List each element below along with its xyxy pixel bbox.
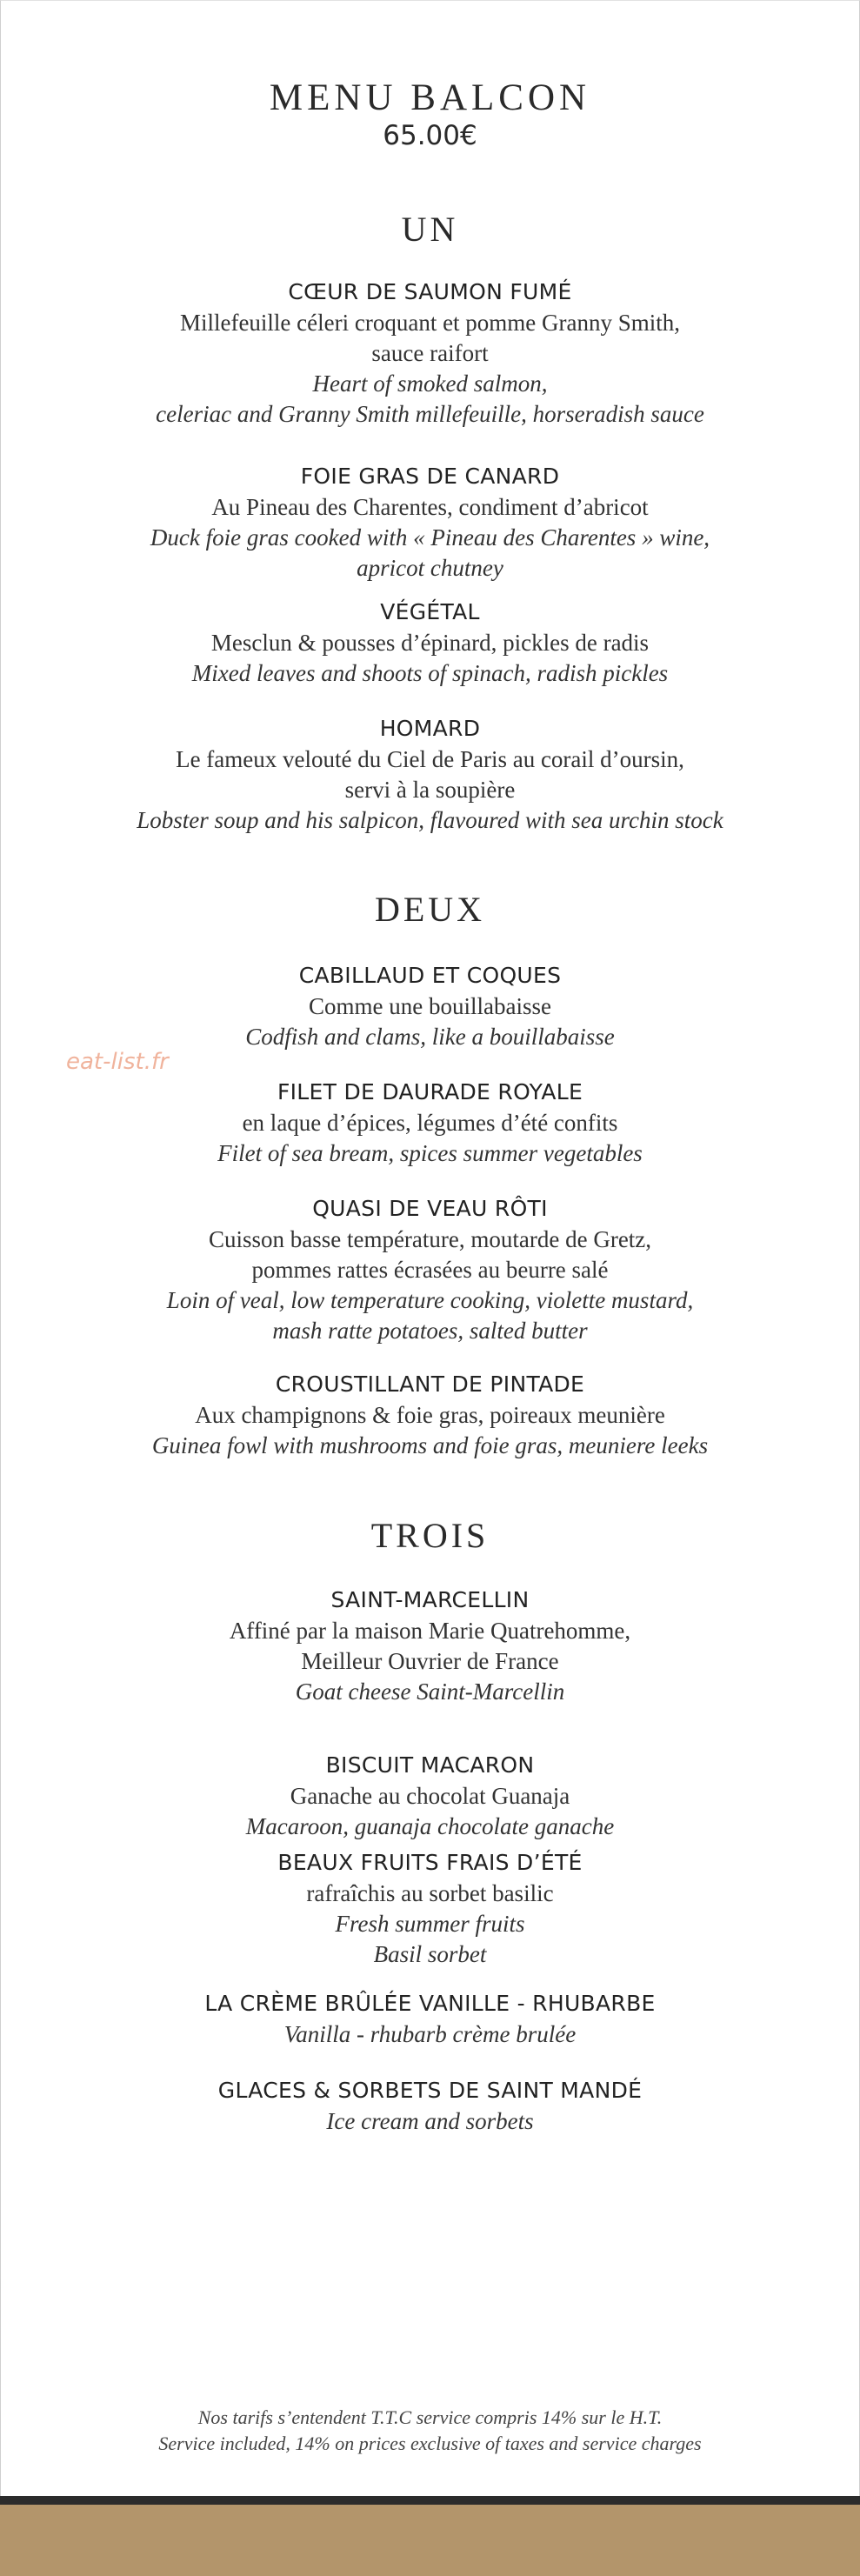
- footer-bar-gold: [0, 2505, 860, 2576]
- dish-description-fr: Le fameux velouté du Ciel de Paris au corail d’oursin,: [176, 746, 684, 772]
- footer-note: [0, 2405, 860, 2457]
- course-title: TROIS: [370, 1516, 490, 1555]
- dish-name: CABILLAUD ET COQUES: [298, 963, 562, 988]
- dish: [0, 2075, 860, 2137]
- course-title: DEUX: [374, 890, 486, 929]
- dish: [0, 1847, 860, 1970]
- dish-description-fr: Mesclun & pousses d’épinard, pickles de radis: [210, 630, 650, 656]
- dish-description-en: Duck foie gras cooked with « Pineau des Charentes » wine,: [150, 524, 710, 551]
- dish-description-en: mash ratte potatoes, salted butter: [272, 1318, 588, 1344]
- dish-name: GLACES & SORBETS DE SAINT MANDÉ: [217, 2078, 643, 2103]
- dish-description-fr: Aux champignons & foie gras, poireaux meunière: [195, 1402, 665, 1428]
- dish: [0, 461, 860, 584]
- dish: [0, 713, 860, 836]
- dish-description-en: Vanilla - rhubarb crème brulée: [283, 2021, 577, 2047]
- dish-description-en: Guinea fowl with mushrooms and foie gras, meuniere leeks: [151, 1432, 709, 1458]
- footer-bar-dark: [0, 2496, 860, 2505]
- dish-name: VÉGÉTAL: [380, 599, 480, 624]
- watermark: eat-list.fr: [66, 1049, 169, 1075]
- dish-description-en: Codfish and clams, like a bouillabaisse: [245, 1024, 615, 1050]
- dish: [0, 597, 860, 689]
- dish: [0, 1077, 860, 1169]
- dish-description-en: celeriac and Granny Smith millefeuille, horseradish sauce: [156, 401, 704, 427]
- dish-name: HOMARD: [379, 716, 481, 741]
- dish-description-fr: servi à la soupière: [344, 777, 516, 803]
- dish-name: SAINT-MARCELLIN: [330, 1587, 530, 1612]
- dish-description-fr: rafraîchis au sorbet basilic: [306, 1880, 554, 1906]
- menu-title: MENU BALCON: [269, 77, 591, 118]
- footer-note-fr: Nos tarifs s’entendent T.T.C service compris 14% sur le H.T.: [197, 2406, 663, 2428]
- dish-description-en: Macaroon, guanaja chocolate ganache: [245, 1813, 615, 1839]
- dish-description-fr: Au Pineau des Charentes, condiment d’abricot: [211, 494, 649, 520]
- dish-name: QUASI DE VEAU RÔTI: [312, 1196, 548, 1221]
- dish-description-fr: Affiné par la maison Marie Quatrehomme,: [229, 1618, 631, 1644]
- dish: [0, 1193, 860, 1346]
- dish-description-en: Lobster soup and his salpicon, flavoured with sea urchin stock: [137, 807, 723, 833]
- dish-name: FILET DE DAURADE ROYALE: [277, 1079, 583, 1104]
- dish: [0, 1585, 860, 1707]
- dish-description-fr: Comme une bouillabaisse: [309, 993, 551, 1019]
- dish-description-fr: Ganache au chocolat Guanaja: [290, 1783, 570, 1809]
- dish-name: LA CRÈME BRÛLÉE VANILLE - RHUBARBE: [204, 1991, 656, 2016]
- dish-name: BEAUX FRUITS FRAIS D’ÉTÉ: [277, 1850, 583, 1875]
- course-title: UN: [401, 210, 459, 249]
- dish-description-en: Heart of smoked salmon,: [312, 370, 548, 397]
- dish-description-en: Loin of veal, low temperature cooking, violette mustard,: [166, 1287, 694, 1313]
- dish: [0, 1369, 860, 1461]
- dish-description-en: Mixed leaves and shoots of spinach, radish pickles: [191, 660, 669, 686]
- dish-description-en: Fresh summer fruits: [335, 1911, 525, 1937]
- dish-description-en: Filet of sea bream, spices summer vegetables: [217, 1140, 643, 1166]
- dish-description-en: apricot chutney: [357, 555, 503, 581]
- footer-note-en: Service included, 14% on prices exclusive of taxes and service charges: [158, 2433, 702, 2454]
- dish: [0, 1988, 860, 2050]
- dish-description-fr: Cuisson basse température, moutarde de Gretz,: [208, 1226, 652, 1252]
- dish-description-fr: Meilleur Ouvrier de France: [301, 1648, 559, 1674]
- dish-name: FOIE GRAS DE CANARD: [300, 464, 560, 489]
- dish-description-fr: sauce raifort: [371, 340, 489, 366]
- dish-description-en: Goat cheese Saint-Marcellin: [295, 1678, 565, 1705]
- dish: [0, 1750, 860, 1842]
- dish: [0, 960, 860, 1052]
- dish-description-en: Ice cream and sorbets: [326, 2108, 534, 2134]
- dish: [0, 277, 860, 430]
- dish-name: CŒUR DE SAUMON FUMÉ: [288, 279, 572, 304]
- dish-description-fr: Millefeuille céleri croquant et pomme Granny Smith,: [179, 310, 681, 336]
- dish-name: BISCUIT MACARON: [325, 1752, 535, 1778]
- dish-name: CROUSTILLANT DE PINTADE: [275, 1371, 585, 1397]
- menu-price: 65.00€: [383, 120, 477, 151]
- dish-description-fr: en laque d’épices, légumes d’été confits: [242, 1110, 618, 1136]
- dish-description-fr: pommes rattes écrasées au beurre salé: [251, 1257, 609, 1283]
- dish-description-en: Basil sorbet: [373, 1941, 487, 1967]
